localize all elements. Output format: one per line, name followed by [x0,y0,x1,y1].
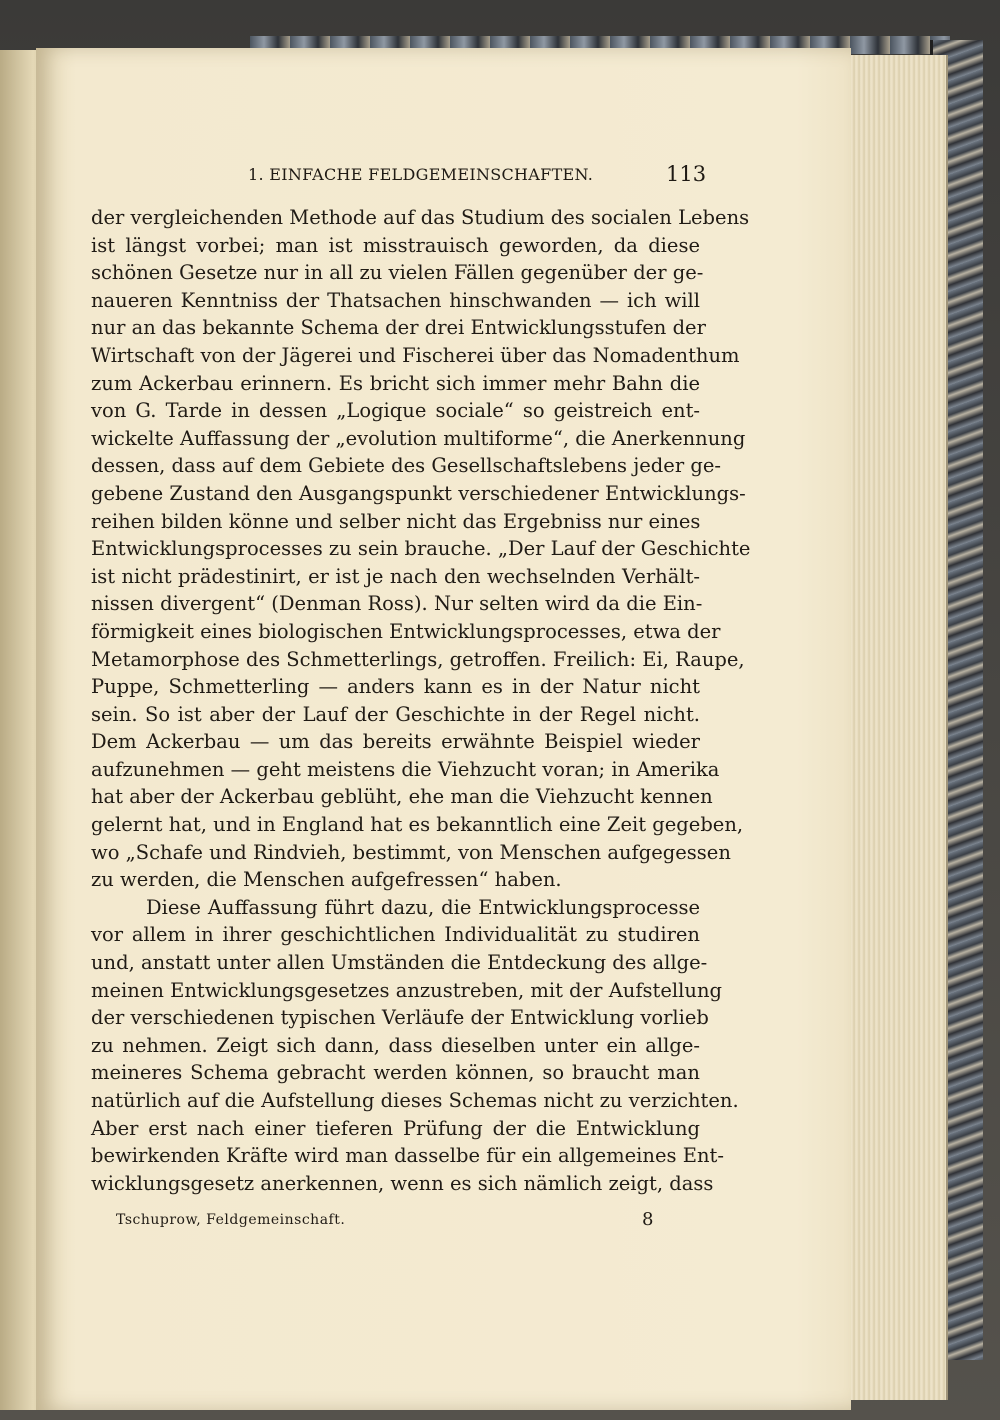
text-line: dessen, dass auf dem Gebiete des Gesellschaftslebens jeder ge- [91,454,721,478]
text-line: reihen bilden könne und selber nicht das Ergebniss nur eines [91,509,701,533]
page-footer [116,1209,676,1234]
text-line: bewirkenden Kräfte wird man dasselbe für ein allgemeines Ent- [91,1144,724,1168]
text-line: nissen divergent“ (Denman Ross). Nur selten wird da die Ein- [91,592,703,616]
page-number: 113 [666,162,707,186]
text-line: und, anstatt unter allen Umständen die Entdeckung des allge- [91,951,708,975]
body-text [91,204,751,1197]
text-line: Entwicklungsprocesses zu sein brauche. „Der Lauf der Geschichte [91,537,751,561]
text-line: wo „Schafe und Rindvieh, bestimmt, von Menschen aufgegessen [91,840,731,864]
text-line: der verschiedenen typischen Verläufe der Entwicklung vorlieb [91,1006,709,1030]
text-line: natürlich auf die Aufstellung dieses Schemas nicht zu verzichten. [91,1089,739,1112]
page-block-edges [846,55,948,1400]
text-line: meinen Entwicklungsgesetzes anzustreben, mit der Aufstellung [91,978,723,1002]
text-line: meineres Schema gebracht werden können, so braucht man [91,1061,700,1085]
text-line: von G. Tarde in dessen „Logique sociale“ so geistreich ent- [91,399,700,423]
text-line: zu nehmen. Zeigt sich dann, dass dieselben unter ein allge- [91,1033,700,1057]
text-line: gelernt hat, und in England hat es bekanntlich eine Zeit gegeben, [91,813,744,837]
text-line: förmigkeit eines biologischen Entwicklungsprocesses, etwa der [91,619,721,643]
text-line: Wirtschaft von der Jägerei und Fischerei über das Nomadenthum [91,343,740,367]
running-title: 1. EINFACHE FELDGEMEINSCHAFTEN. [248,165,594,184]
text-line: Aber erst nach einer tieferen Prüfung der die Entwicklung [91,1116,700,1140]
text-line: wickelte Auffassung der „evolution multiforme“, die Anerkennung [91,426,746,450]
text-line: naueren Kenntniss der Thatsachen hinschwanden — ich will [91,288,700,312]
text-line: nur an das bekannte Schema der drei Entwicklungsstufen der [91,316,706,340]
text-line: wicklungsgesetz anerkennen, wenn es sich nämlich zeigt, dass [91,1171,714,1195]
text-line: vor allem in ihrer geschichtlichen Individualität zu studiren [91,923,700,947]
text-line: Metamorphose des Schmetterlings, getroffen. Freilich: Ei, Raupe, [91,647,745,671]
footer-signature: Tschuprow, Feldgemeinschaft. [116,1212,346,1228]
text-line: ist längst vorbei; man ist misstrauisch geworden, da diese [91,233,700,257]
text-line: Dem Ackerbau — um das bereits erwähnte Beispiel wieder [91,730,700,754]
text-line: gebene Zustand den Ausgangspunkt verschiedener Entwicklungs- [91,481,746,505]
text-line: zum Ackerbau erinnern. Es bricht sich immer mehr Bahn die [91,371,700,395]
text-line: Puppe, Schmetterling — anders kann es in der Natur nicht [91,675,700,699]
text-line: ist nicht prädestinirt, er ist je nach den wechselnden Verhält- [91,564,700,588]
paragraph-last-line: zu werden, die Menschen aufgefressen“ haben. [91,868,562,892]
page-header [0,162,1000,189]
sheet-number: 8 [642,1209,654,1230]
text-line: sein. So ist aber der Lauf der Geschichte in der Regel nicht. [91,702,700,726]
text-line: aufzunehmen — geht meistens die Viehzucht voran; in Amerika [91,757,720,781]
text-line: schönen Gesetze nur in all zu vielen Fällen gegenüber der ge- [91,261,704,285]
text-line: hat aber der Ackerbau geblüht, ehe man die Viehzucht kennen [91,785,713,809]
paragraph-first-line: Diese Auffassung führt dazu, die Entwicklungsprocesse [146,895,700,919]
text-line: der vergleichenden Methode auf das Studium des socialen Lebens [91,206,750,229]
